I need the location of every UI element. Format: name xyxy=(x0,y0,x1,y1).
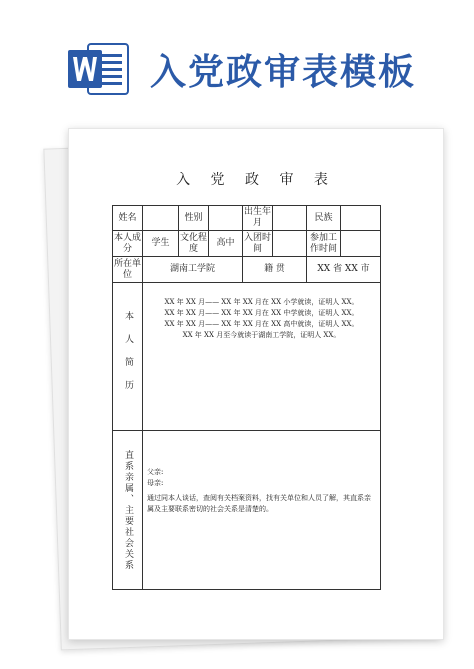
personal-status-value[interactable]: 学生 xyxy=(143,231,179,257)
father-line: 父亲: xyxy=(147,468,164,476)
resume-line: XX 年 XX 月—— XX 年 XX 月在 XX 高中就读，证明人 XX。 xyxy=(164,320,359,328)
word-icon xyxy=(66,40,130,98)
resume-line: XX 年 XX 月—— XX 年 XX 月在 XX 小学就读，证明人 XX。 xyxy=(164,298,359,306)
native-place-value[interactable]: XX 省 XX 市 xyxy=(307,257,381,283)
work-date-label: 参加工作时间 xyxy=(307,231,341,257)
resume-label-text: 本人简历 xyxy=(123,310,133,403)
resume-content[interactable] xyxy=(143,283,381,431)
education-value[interactable]: 高中 xyxy=(209,231,243,257)
work-date-value[interactable] xyxy=(341,231,381,257)
family-label xyxy=(113,431,143,590)
name-value[interactable] xyxy=(143,206,179,231)
family-label-text: 直系亲属、主要社会关系 xyxy=(123,449,133,571)
ethnicity-label: 民族 xyxy=(307,206,341,231)
resume-label xyxy=(113,283,143,431)
document-title: 入 党 政 审 表 xyxy=(176,172,336,188)
gender-label: 性别 xyxy=(179,206,209,231)
gender-value[interactable] xyxy=(209,206,243,231)
personal-status-label: 本人成分 xyxy=(113,231,143,257)
resume-line: XX 年 XX 月至今就读于湖南工学院，证明人 XX。 xyxy=(182,331,341,339)
league-date-value[interactable] xyxy=(273,231,307,257)
birth-date-value[interactable] xyxy=(273,206,307,231)
banner xyxy=(0,0,474,130)
ethnicity-value[interactable] xyxy=(341,206,381,231)
mother-line: 母亲: xyxy=(147,479,164,487)
name-label: 姓名 xyxy=(113,206,143,231)
unit-value[interactable]: 湖南工学院 xyxy=(143,257,243,283)
banner-title: 入党政审表模板 xyxy=(150,52,417,93)
document-page xyxy=(68,128,444,640)
league-date-label: 入团时间 xyxy=(243,231,273,257)
education-label: 文化程度 xyxy=(179,231,209,257)
family-content[interactable] xyxy=(143,431,381,590)
resume-line: XX 年 XX 月—— XX 年 XX 月在 XX 中学就读，证明人 XX。 xyxy=(164,309,359,317)
birth-date-label: 出生年月 xyxy=(243,206,273,231)
native-place-label: 籍 贯 xyxy=(243,257,307,283)
political-review-form xyxy=(112,205,381,590)
unit-label: 所在单位 xyxy=(113,257,143,283)
family-statement: 通过同本人谈话，查阅有关档案资料，找有关单位和人员了解，其直系亲属及主要联系密切的社会关系是清楚的。 xyxy=(147,494,371,513)
